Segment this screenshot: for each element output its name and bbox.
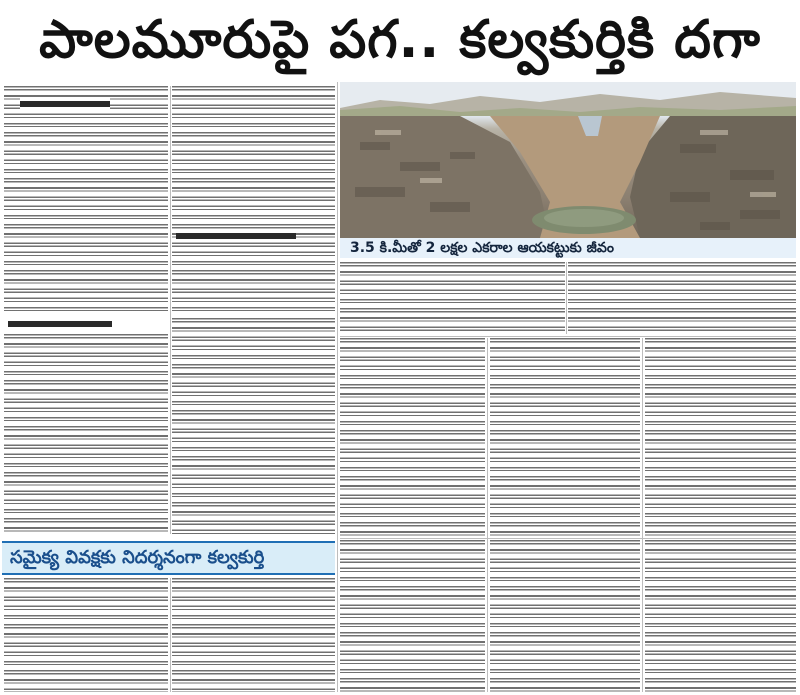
body-column [490, 338, 640, 536]
body-column [4, 578, 168, 692]
text-block [340, 338, 485, 536]
text-block [568, 262, 796, 334]
text-block [172, 318, 335, 534]
column-rule [642, 338, 643, 692]
column-rule [337, 82, 338, 692]
photo-caption [340, 238, 796, 258]
body-column [172, 578, 335, 692]
column-rule [566, 262, 567, 334]
column-rule [487, 338, 488, 692]
text-block [172, 578, 335, 692]
text-block [340, 262, 565, 334]
column-rule [170, 578, 171, 692]
body-column [645, 540, 796, 692]
canal-photo-illustration [340, 82, 796, 238]
text-block [4, 578, 168, 692]
body-column [645, 338, 796, 536]
section-heading [2, 541, 335, 575]
text-block [645, 338, 796, 536]
paragraph-subhead [176, 230, 296, 242]
text-block [4, 334, 168, 534]
headline: పాలమూరుపై పగ.. కల్వకుర్తికి దగా [39, 10, 761, 70]
section-rule [340, 538, 796, 539]
text-block [490, 338, 640, 536]
article-photo [340, 82, 796, 238]
section-heading-text: సమైక్య వివక్షకు నిదర్శనంగా కల్వకుర్తి [10, 547, 265, 568]
paragraph-subhead [20, 98, 110, 110]
text-block [645, 540, 796, 692]
body-column [340, 262, 565, 334]
text-block [340, 540, 485, 692]
body-column [340, 540, 485, 692]
section-rule [340, 336, 796, 337]
column-rule [170, 86, 171, 534]
text-block [490, 540, 640, 692]
paragraph-subhead [8, 318, 112, 330]
body-column [172, 318, 335, 534]
photo-caption-text: 3.5 కి.మీతో 2 లక్షల ఎకరాల ఆయకట్టుకు జీవం [350, 240, 614, 256]
body-column [4, 334, 168, 534]
body-column [568, 262, 796, 334]
body-column [490, 540, 640, 692]
body-column [4, 86, 168, 314]
body-column [340, 338, 485, 536]
text-block [172, 86, 335, 314]
body-column [172, 86, 335, 314]
text-block [4, 86, 168, 314]
